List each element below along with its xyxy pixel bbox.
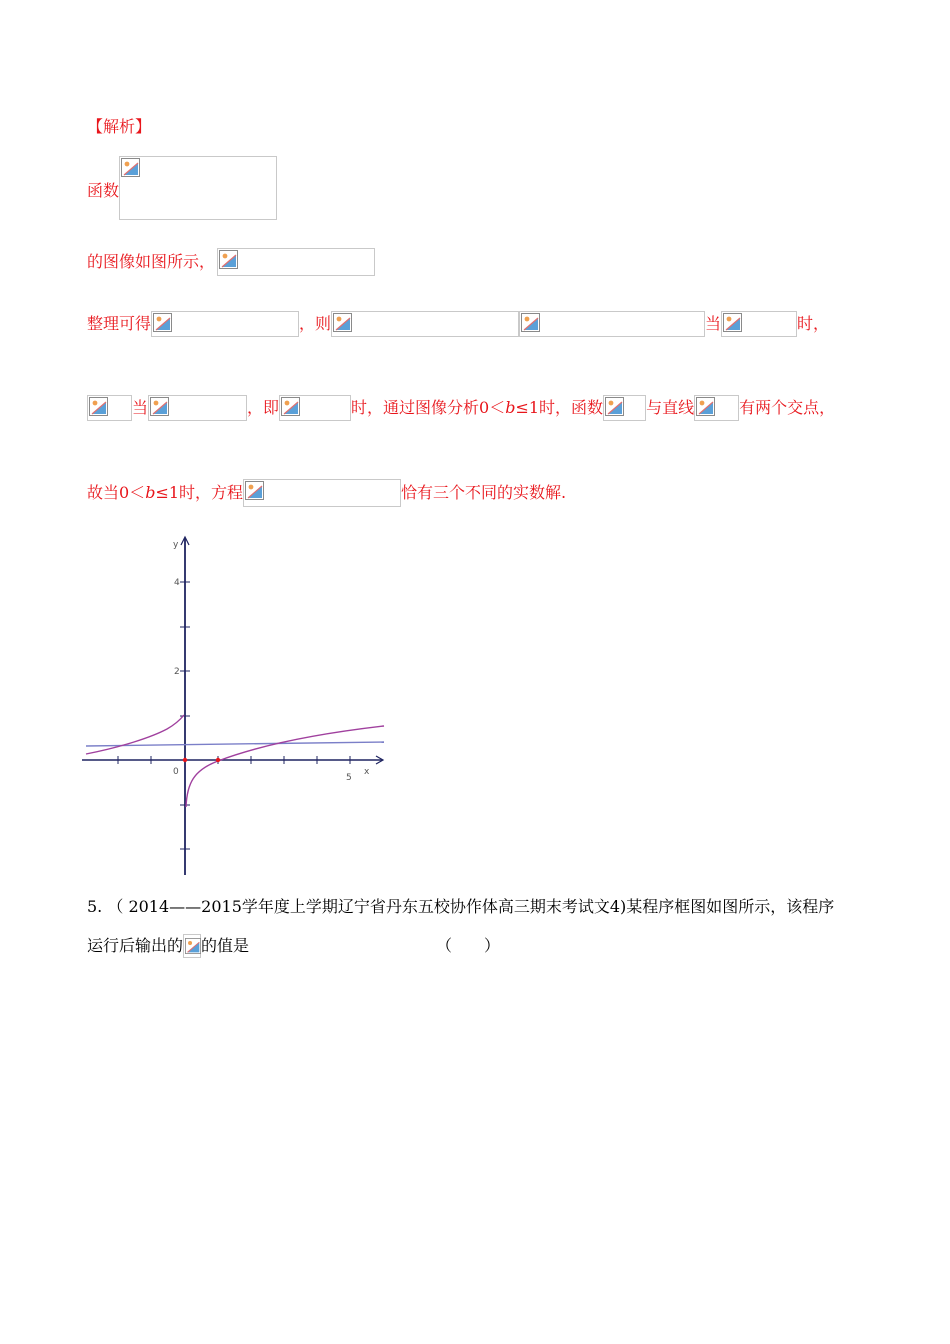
broken-image-icon xyxy=(89,397,109,417)
paragraph-2 xyxy=(87,248,375,276)
broken-image-icon xyxy=(333,313,353,333)
y-tick-label-4: 4 xyxy=(174,578,180,588)
origin-label: 0 xyxy=(173,767,179,777)
curve-left-branch xyxy=(86,715,184,754)
formula-image-placeholder xyxy=(87,395,132,421)
intersection-point xyxy=(216,758,220,762)
x-tick-label-5: 5 xyxy=(346,773,352,783)
section-header xyxy=(87,117,151,137)
y-tick-label-2: 2 xyxy=(174,667,180,677)
broken-image-icon xyxy=(153,313,173,333)
formula-image-placeholder xyxy=(183,934,201,958)
broken-image-icon xyxy=(696,397,716,417)
question-5-text-2a: 运行后输出的 xyxy=(87,936,184,955)
answer-paren-text: （ ） xyxy=(436,936,501,955)
formula-image-placeholder xyxy=(279,395,351,421)
paragraph-3 xyxy=(87,311,829,337)
para5-variable-b: b xyxy=(145,483,156,502)
origin-point xyxy=(183,758,187,762)
answer-parentheses xyxy=(436,936,500,956)
formula-image-placeholder xyxy=(243,479,401,507)
broken-image-icon xyxy=(219,250,239,270)
para4-text-4: ≤1时，函数 xyxy=(515,398,604,417)
formula-image-placeholder xyxy=(148,395,247,421)
broken-image-icon xyxy=(185,936,201,956)
formula-image-placeholder xyxy=(519,311,705,337)
paragraph-5 xyxy=(87,479,566,507)
para5-text-3: 恰有三个不同的实数解. xyxy=(401,483,567,502)
broken-image-icon xyxy=(723,313,743,333)
paragraph-4 xyxy=(87,395,835,421)
broken-image-icon xyxy=(121,158,141,178)
para3-text-2: ，则 xyxy=(299,314,332,333)
formula-image-placeholder xyxy=(151,311,299,337)
question-5-line-1 xyxy=(87,897,834,917)
para3-text-4: 时， xyxy=(797,314,830,333)
broken-image-icon xyxy=(281,397,301,417)
question-5-text: 5. （ 2014——2015学年度上学期辽宁省丹东五校协作体高三期末考试文4)某程序框图如图所示，该程序 xyxy=(87,897,835,916)
para4-text-1: 当 xyxy=(132,398,149,417)
broken-image-icon xyxy=(150,397,170,417)
para1-text: 函数 xyxy=(87,181,120,200)
para4-text-3: 时，通过图像分析0＜ xyxy=(351,398,506,417)
para3-text-3: 当 xyxy=(705,314,722,333)
formula-image-placeholder xyxy=(217,248,375,276)
section-header-text: 【解析】 xyxy=(87,117,152,136)
broken-image-icon xyxy=(245,481,265,501)
broken-image-icon xyxy=(521,313,541,333)
para4-text-6: 有两个交点， xyxy=(739,398,836,417)
broken-image-icon xyxy=(605,397,625,417)
para5-text-1: 故当0＜ xyxy=(87,483,146,502)
para2-text: 的图像如图所示， xyxy=(87,252,216,271)
para4-text-5: 与直线 xyxy=(646,398,695,417)
formula-image-placeholder xyxy=(603,395,646,421)
para4-variable-b: b xyxy=(505,398,516,417)
question-5-text-2b: 的值是 xyxy=(201,936,250,955)
question-5-line-2 xyxy=(87,934,249,958)
y-axis-label: y xyxy=(173,540,179,550)
formula-image-placeholder xyxy=(721,311,797,337)
para5-text-2: ≤1时，方程 xyxy=(155,483,244,502)
formula-image-placeholder xyxy=(694,395,739,421)
formula-image-placeholder xyxy=(331,311,519,337)
para4-text-2: ，即 xyxy=(247,398,280,417)
formula-image-placeholder xyxy=(119,156,277,220)
function-graph xyxy=(82,535,392,880)
x-axis-label: x xyxy=(364,767,370,777)
curve-right-branch xyxy=(186,726,384,807)
para3-text-1: 整理可得 xyxy=(87,314,152,333)
